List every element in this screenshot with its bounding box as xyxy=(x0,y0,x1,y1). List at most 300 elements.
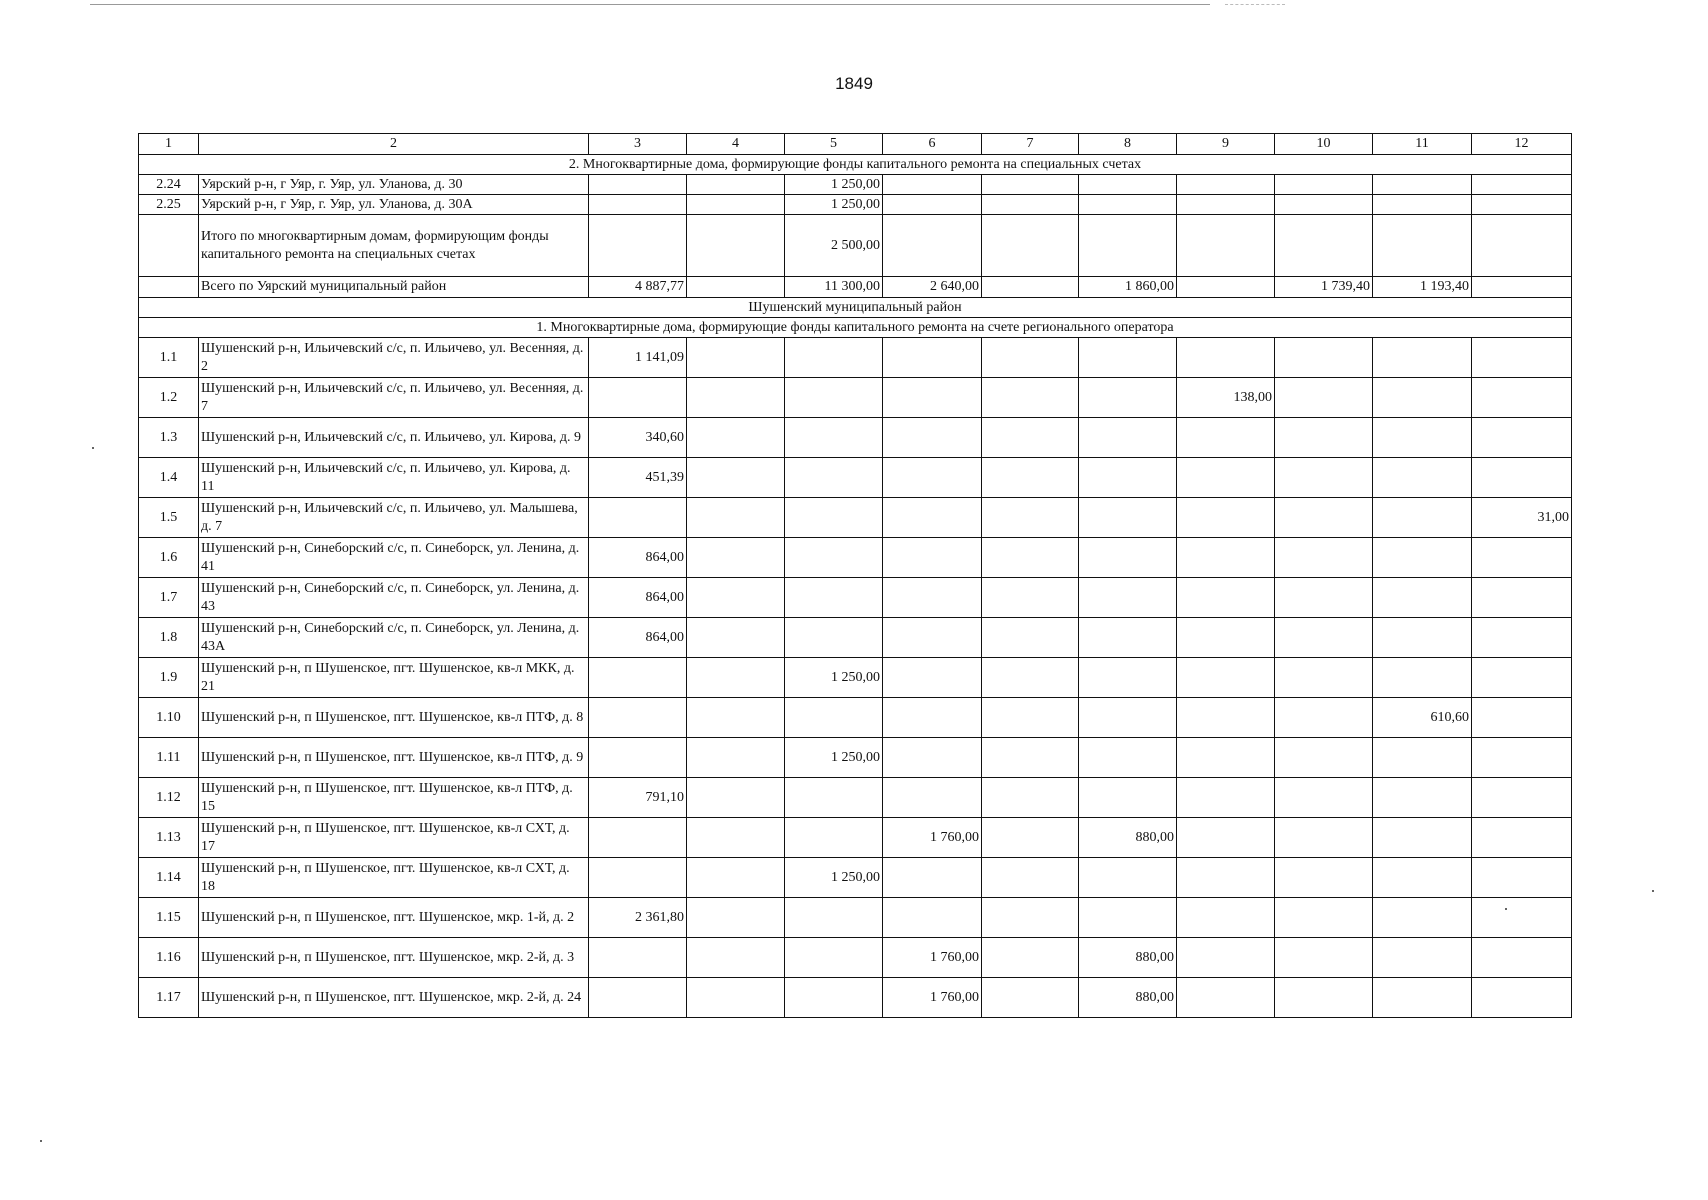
district-title-row xyxy=(139,298,1572,318)
grand-total-row xyxy=(139,277,1572,298)
value-cell xyxy=(982,418,1079,458)
value-cell xyxy=(687,898,785,938)
value-cell xyxy=(1373,378,1472,418)
value-cell xyxy=(1373,778,1472,818)
row-number: 1.3 xyxy=(139,418,199,458)
value-cell: 791,10 xyxy=(589,778,687,818)
value-cell xyxy=(982,898,1079,938)
value-cell xyxy=(687,778,785,818)
value-cell xyxy=(1177,738,1275,778)
value-cell xyxy=(687,338,785,378)
value-cell xyxy=(982,618,1079,658)
value-cell xyxy=(1275,578,1373,618)
scan-speck xyxy=(40,1140,42,1142)
value-cell xyxy=(883,378,982,418)
value-cell xyxy=(1472,418,1572,458)
value-cell xyxy=(982,175,1079,195)
value-cell xyxy=(1177,858,1275,898)
table-row xyxy=(139,538,1572,578)
value-cell xyxy=(1275,978,1373,1018)
section-title-row xyxy=(139,318,1572,338)
value-cell xyxy=(1275,658,1373,698)
table-row xyxy=(139,175,1572,195)
row-number: 1.7 xyxy=(139,578,199,618)
row-address: Шушенский р-н, п Шушенское, пгт. Шушенское, кв-л СХТ, д. 17 xyxy=(199,818,589,858)
value-cell: 1 739,40 xyxy=(1275,277,1373,298)
row-number: 1.6 xyxy=(139,538,199,578)
value-cell xyxy=(1177,538,1275,578)
value-cell: 610,60 xyxy=(1373,698,1472,738)
value-cell xyxy=(1472,277,1572,298)
row-number: 1.16 xyxy=(139,938,199,978)
table-row xyxy=(139,338,1572,378)
value-cell xyxy=(785,978,883,1018)
value-cell xyxy=(785,418,883,458)
value-cell xyxy=(1275,538,1373,578)
value-cell xyxy=(1177,578,1275,618)
row-number: 1.14 xyxy=(139,858,199,898)
row-address: Шушенский р-н, Синеборский с/с, п. Синеборск, ул. Ленина, д. 43А xyxy=(199,618,589,658)
value-cell xyxy=(785,538,883,578)
column-header: 12 xyxy=(1472,134,1572,155)
table-row xyxy=(139,658,1572,698)
value-cell xyxy=(1472,175,1572,195)
data-table xyxy=(138,133,1572,1018)
value-cell xyxy=(1275,458,1373,498)
row-address: Шушенский р-н, Синеборский с/с, п. Синеборск, ул. Ленина, д. 43 xyxy=(199,578,589,618)
value-cell xyxy=(1275,195,1373,215)
value-cell: 864,00 xyxy=(589,618,687,658)
row-number: 1.2 xyxy=(139,378,199,418)
value-cell xyxy=(1373,538,1472,578)
table-row xyxy=(139,418,1572,458)
value-cell: 2 500,00 xyxy=(785,215,883,277)
value-cell xyxy=(1472,378,1572,418)
row-address: Шушенский р-н, п Шушенское, пгт. Шушенское, мкр. 2-й, д. 24 xyxy=(199,978,589,1018)
value-cell xyxy=(687,498,785,538)
value-cell xyxy=(1472,818,1572,858)
value-cell xyxy=(589,858,687,898)
table-row xyxy=(139,195,1572,215)
row-address: Шушенский р-н, Ильичевский с/с, п. Ильичево, ул. Кирова, д. 11 xyxy=(199,458,589,498)
value-cell xyxy=(1275,858,1373,898)
value-cell xyxy=(982,498,1079,538)
value-cell: 880,00 xyxy=(1079,978,1177,1018)
value-cell: 31,00 xyxy=(1472,498,1572,538)
value-cell: 1 760,00 xyxy=(883,938,982,978)
value-cell xyxy=(1177,818,1275,858)
value-cell xyxy=(1373,658,1472,698)
value-cell: 880,00 xyxy=(1079,818,1177,858)
value-cell xyxy=(982,858,1079,898)
value-cell: 2 361,80 xyxy=(589,898,687,938)
value-cell xyxy=(1177,175,1275,195)
row-address: Шушенский р-н, Ильичевский с/с, п. Ильичево, ул. Весенняя, д. 2 xyxy=(199,338,589,378)
value-cell: 340,60 xyxy=(589,418,687,458)
value-cell xyxy=(1472,858,1572,898)
value-cell xyxy=(687,738,785,778)
value-cell xyxy=(1472,215,1572,277)
row-number: 1.8 xyxy=(139,618,199,658)
value-cell xyxy=(982,538,1079,578)
value-cell xyxy=(1472,738,1572,778)
value-cell xyxy=(982,338,1079,378)
value-cell: 1 760,00 xyxy=(883,978,982,1018)
value-cell xyxy=(1177,338,1275,378)
value-cell xyxy=(1373,498,1472,538)
value-cell xyxy=(1373,898,1472,938)
row-number: 1.11 xyxy=(139,738,199,778)
grand-total-label: Всего по Уярский муниципальный район xyxy=(199,277,589,298)
value-cell xyxy=(1373,418,1472,458)
value-cell xyxy=(883,538,982,578)
value-cell xyxy=(1373,195,1472,215)
table-row xyxy=(139,858,1572,898)
row-address: Шушенский р-н, п Шушенское, пгт. Шушенское, кв-л ПТФ, д. 9 xyxy=(199,738,589,778)
row-number: 1.4 xyxy=(139,458,199,498)
value-cell xyxy=(1079,215,1177,277)
table-row xyxy=(139,978,1572,1018)
value-cell xyxy=(1472,698,1572,738)
value-cell xyxy=(1373,618,1472,658)
column-header: 10 xyxy=(1275,134,1373,155)
column-header: 1 xyxy=(139,134,199,155)
table-row xyxy=(139,818,1572,858)
value-cell xyxy=(883,578,982,618)
value-cell xyxy=(785,578,883,618)
value-cell xyxy=(785,378,883,418)
value-cell xyxy=(687,978,785,1018)
value-cell xyxy=(1079,618,1177,658)
value-cell xyxy=(982,378,1079,418)
value-cell xyxy=(1472,898,1572,938)
scan-edge-line xyxy=(90,4,1210,5)
value-cell xyxy=(982,458,1079,498)
value-cell xyxy=(883,778,982,818)
table-row xyxy=(139,778,1572,818)
value-cell xyxy=(687,538,785,578)
value-cell xyxy=(1373,738,1472,778)
table-row xyxy=(139,378,1572,418)
value-cell: 1 250,00 xyxy=(785,658,883,698)
value-cell xyxy=(785,898,883,938)
value-cell xyxy=(1275,378,1373,418)
value-cell xyxy=(1373,978,1472,1018)
value-cell xyxy=(589,938,687,978)
value-cell: 864,00 xyxy=(589,538,687,578)
value-cell xyxy=(1177,978,1275,1018)
value-cell xyxy=(1472,658,1572,698)
value-cell xyxy=(1275,898,1373,938)
value-cell xyxy=(687,938,785,978)
value-cell xyxy=(1472,458,1572,498)
section-title-row xyxy=(139,155,1572,175)
value-cell xyxy=(589,818,687,858)
value-cell xyxy=(1275,338,1373,378)
table-row xyxy=(139,738,1572,778)
value-cell xyxy=(982,978,1079,1018)
column-header: 2 xyxy=(199,134,589,155)
value-cell xyxy=(1079,578,1177,618)
value-cell xyxy=(883,858,982,898)
value-cell xyxy=(687,458,785,498)
section-title: 2. Многоквартирные дома, формирующие фонды капитального ремонта на специальных счетах xyxy=(139,155,1572,175)
value-cell: 1 250,00 xyxy=(785,738,883,778)
value-cell xyxy=(883,618,982,658)
value-cell xyxy=(1275,818,1373,858)
table-body xyxy=(139,134,1572,1018)
value-cell xyxy=(1177,898,1275,938)
row-number xyxy=(139,277,199,298)
value-cell xyxy=(785,698,883,738)
value-cell: 1 141,09 xyxy=(589,338,687,378)
scan-edge-line xyxy=(1225,4,1285,5)
value-cell xyxy=(1472,778,1572,818)
row-address: Шушенский р-н, п Шушенское, пгт. Шушенское, кв-л МКК, д. 21 xyxy=(199,658,589,698)
value-cell xyxy=(785,458,883,498)
value-cell: 4 887,77 xyxy=(589,277,687,298)
value-cell xyxy=(982,658,1079,698)
value-cell: 1 860,00 xyxy=(1079,277,1177,298)
row-address: Уярский р-н, г Уяр, г. Уяр, ул. Уланова, д. 30 xyxy=(199,175,589,195)
value-cell xyxy=(883,738,982,778)
value-cell: 864,00 xyxy=(589,578,687,618)
page-number: 1849 xyxy=(835,74,873,93)
row-number: 1.9 xyxy=(139,658,199,698)
value-cell xyxy=(1079,458,1177,498)
value-cell xyxy=(1275,698,1373,738)
row-address: Шушенский р-н, Ильичевский с/с, п. Ильичево, ул. Кирова, д. 9 xyxy=(199,418,589,458)
value-cell xyxy=(785,778,883,818)
value-cell xyxy=(687,658,785,698)
column-header: 3 xyxy=(589,134,687,155)
value-cell xyxy=(883,658,982,698)
value-cell xyxy=(687,215,785,277)
value-cell: 1 250,00 xyxy=(785,195,883,215)
column-header: 5 xyxy=(785,134,883,155)
value-cell xyxy=(687,818,785,858)
value-cell xyxy=(1177,778,1275,818)
value-cell xyxy=(1373,458,1472,498)
value-cell xyxy=(1275,938,1373,978)
value-cell xyxy=(1275,498,1373,538)
value-cell xyxy=(589,175,687,195)
column-header: 8 xyxy=(1079,134,1177,155)
value-cell xyxy=(589,215,687,277)
value-cell xyxy=(1373,215,1472,277)
value-cell xyxy=(1373,938,1472,978)
value-cell: 1 760,00 xyxy=(883,818,982,858)
value-cell xyxy=(1275,778,1373,818)
value-cell xyxy=(982,818,1079,858)
value-cell xyxy=(883,498,982,538)
value-cell xyxy=(785,498,883,538)
value-cell xyxy=(1079,175,1177,195)
value-cell xyxy=(687,195,785,215)
value-cell xyxy=(1472,618,1572,658)
value-cell xyxy=(1275,418,1373,458)
value-cell xyxy=(1079,418,1177,458)
value-cell xyxy=(687,378,785,418)
value-cell xyxy=(1177,698,1275,738)
value-cell xyxy=(1275,215,1373,277)
value-cell xyxy=(589,498,687,538)
row-number xyxy=(139,215,199,277)
value-cell xyxy=(1472,938,1572,978)
value-cell xyxy=(687,618,785,658)
value-cell xyxy=(687,418,785,458)
row-number: 1.10 xyxy=(139,698,199,738)
value-cell xyxy=(982,698,1079,738)
value-cell xyxy=(589,378,687,418)
value-cell xyxy=(883,175,982,195)
value-cell xyxy=(1177,277,1275,298)
value-cell xyxy=(1079,898,1177,938)
table-row xyxy=(139,898,1572,938)
value-cell xyxy=(1472,978,1572,1018)
value-cell: 138,00 xyxy=(1177,378,1275,418)
table-row xyxy=(139,698,1572,738)
value-cell xyxy=(1275,618,1373,658)
column-header: 6 xyxy=(883,134,982,155)
column-header: 4 xyxy=(687,134,785,155)
value-cell xyxy=(982,195,1079,215)
value-cell xyxy=(883,458,982,498)
value-cell xyxy=(1373,338,1472,378)
row-address: Шушенский р-н, Синеборский с/с, п. Синеборск, ул. Ленина, д. 41 xyxy=(199,538,589,578)
value-cell xyxy=(687,578,785,618)
value-cell xyxy=(1079,658,1177,698)
value-cell xyxy=(883,195,982,215)
row-address: Шушенский р-н, п Шушенское, пгт. Шушенское, мкр. 2-й, д. 3 xyxy=(199,938,589,978)
value-cell: 1 193,40 xyxy=(1373,277,1472,298)
value-cell xyxy=(687,175,785,195)
table-row xyxy=(139,618,1572,658)
value-cell xyxy=(687,698,785,738)
value-cell xyxy=(982,778,1079,818)
value-cell xyxy=(687,858,785,898)
value-cell xyxy=(982,578,1079,618)
value-cell: 880,00 xyxy=(1079,938,1177,978)
value-cell xyxy=(1177,938,1275,978)
value-cell: 11 300,00 xyxy=(785,277,883,298)
table-header-row xyxy=(139,134,1572,155)
value-cell xyxy=(883,698,982,738)
value-cell xyxy=(1177,658,1275,698)
table-row xyxy=(139,498,1572,538)
row-address: Шушенский р-н, п Шушенское, пгт. Шушенское, кв-л ПТФ, д. 15 xyxy=(199,778,589,818)
value-cell xyxy=(982,938,1079,978)
value-cell xyxy=(1079,195,1177,215)
value-cell xyxy=(1079,538,1177,578)
value-cell xyxy=(1177,418,1275,458)
value-cell xyxy=(1275,738,1373,778)
value-cell: 451,39 xyxy=(589,458,687,498)
table-row xyxy=(139,578,1572,618)
value-cell xyxy=(1079,738,1177,778)
row-number: 1.1 xyxy=(139,338,199,378)
value-cell: 1 250,00 xyxy=(785,175,883,195)
value-cell xyxy=(785,938,883,978)
value-cell xyxy=(982,215,1079,277)
district-title: Шушенский муниципальный район xyxy=(139,298,1572,318)
value-cell xyxy=(589,738,687,778)
value-cell xyxy=(1079,338,1177,378)
table-row xyxy=(139,458,1572,498)
table-row xyxy=(139,938,1572,978)
section-title: 1. Многоквартирные дома, формирующие фонды капитального ремонта на счете регионального оператора xyxy=(139,318,1572,338)
row-address: Шушенский р-н, п Шушенское, пгт. Шушенское, кв-л ПТФ, д. 8 xyxy=(199,698,589,738)
value-cell xyxy=(589,698,687,738)
value-cell xyxy=(1472,538,1572,578)
value-cell xyxy=(1373,858,1472,898)
value-cell xyxy=(589,658,687,698)
value-cell xyxy=(785,338,883,378)
row-number: 1.12 xyxy=(139,778,199,818)
column-header: 11 xyxy=(1373,134,1472,155)
value-cell xyxy=(1373,818,1472,858)
row-address: Шушенский р-н, Ильичевский с/с, п. Ильичево, ул. Малышева, д. 7 xyxy=(199,498,589,538)
column-header: 9 xyxy=(1177,134,1275,155)
value-cell xyxy=(1177,618,1275,658)
value-cell xyxy=(1373,578,1472,618)
row-address: Шушенский р-н, Ильичевский с/с, п. Ильичево, ул. Весенняя, д. 7 xyxy=(199,378,589,418)
value-cell xyxy=(785,618,883,658)
column-header: 7 xyxy=(982,134,1079,155)
value-cell xyxy=(1079,858,1177,898)
value-cell xyxy=(883,898,982,938)
value-cell xyxy=(1177,215,1275,277)
value-cell xyxy=(1472,578,1572,618)
value-cell xyxy=(589,978,687,1018)
value-cell xyxy=(883,215,982,277)
row-number: 1.15 xyxy=(139,898,199,938)
row-address: Уярский р-н, г Уяр, г. Уяр, ул. Уланова, д. 30А xyxy=(199,195,589,215)
value-cell: 1 250,00 xyxy=(785,858,883,898)
value-cell xyxy=(1472,338,1572,378)
value-cell xyxy=(883,418,982,458)
value-cell xyxy=(1079,498,1177,538)
row-number: 1.5 xyxy=(139,498,199,538)
subtotal-row xyxy=(139,215,1572,277)
value-cell xyxy=(1079,778,1177,818)
row-address: Шушенский р-н, п Шушенское, пгт. Шушенское, мкр. 1-й, д. 2 xyxy=(199,898,589,938)
value-cell xyxy=(589,195,687,215)
row-address: Шушенский р-н, п Шушенское, пгт. Шушенское, кв-л СХТ, д. 18 xyxy=(199,858,589,898)
value-cell xyxy=(1472,195,1572,215)
value-cell: 2 640,00 xyxy=(883,277,982,298)
row-number: 2.25 xyxy=(139,195,199,215)
value-cell xyxy=(1079,698,1177,738)
row-number: 1.17 xyxy=(139,978,199,1018)
scan-speck xyxy=(92,447,94,449)
value-cell xyxy=(1275,175,1373,195)
value-cell xyxy=(785,818,883,858)
row-number: 2.24 xyxy=(139,175,199,195)
value-cell xyxy=(1079,378,1177,418)
subtotal-label: Итого по многоквартирным домам, формирующим фонды капитального ремонта на специальных счетах xyxy=(199,215,589,277)
value-cell xyxy=(1177,195,1275,215)
scan-speck xyxy=(1652,890,1654,892)
value-cell xyxy=(1373,175,1472,195)
value-cell xyxy=(883,338,982,378)
value-cell xyxy=(687,277,785,298)
value-cell xyxy=(982,277,1079,298)
row-number: 1.13 xyxy=(139,818,199,858)
value-cell xyxy=(982,738,1079,778)
value-cell xyxy=(1177,498,1275,538)
value-cell xyxy=(1177,458,1275,498)
